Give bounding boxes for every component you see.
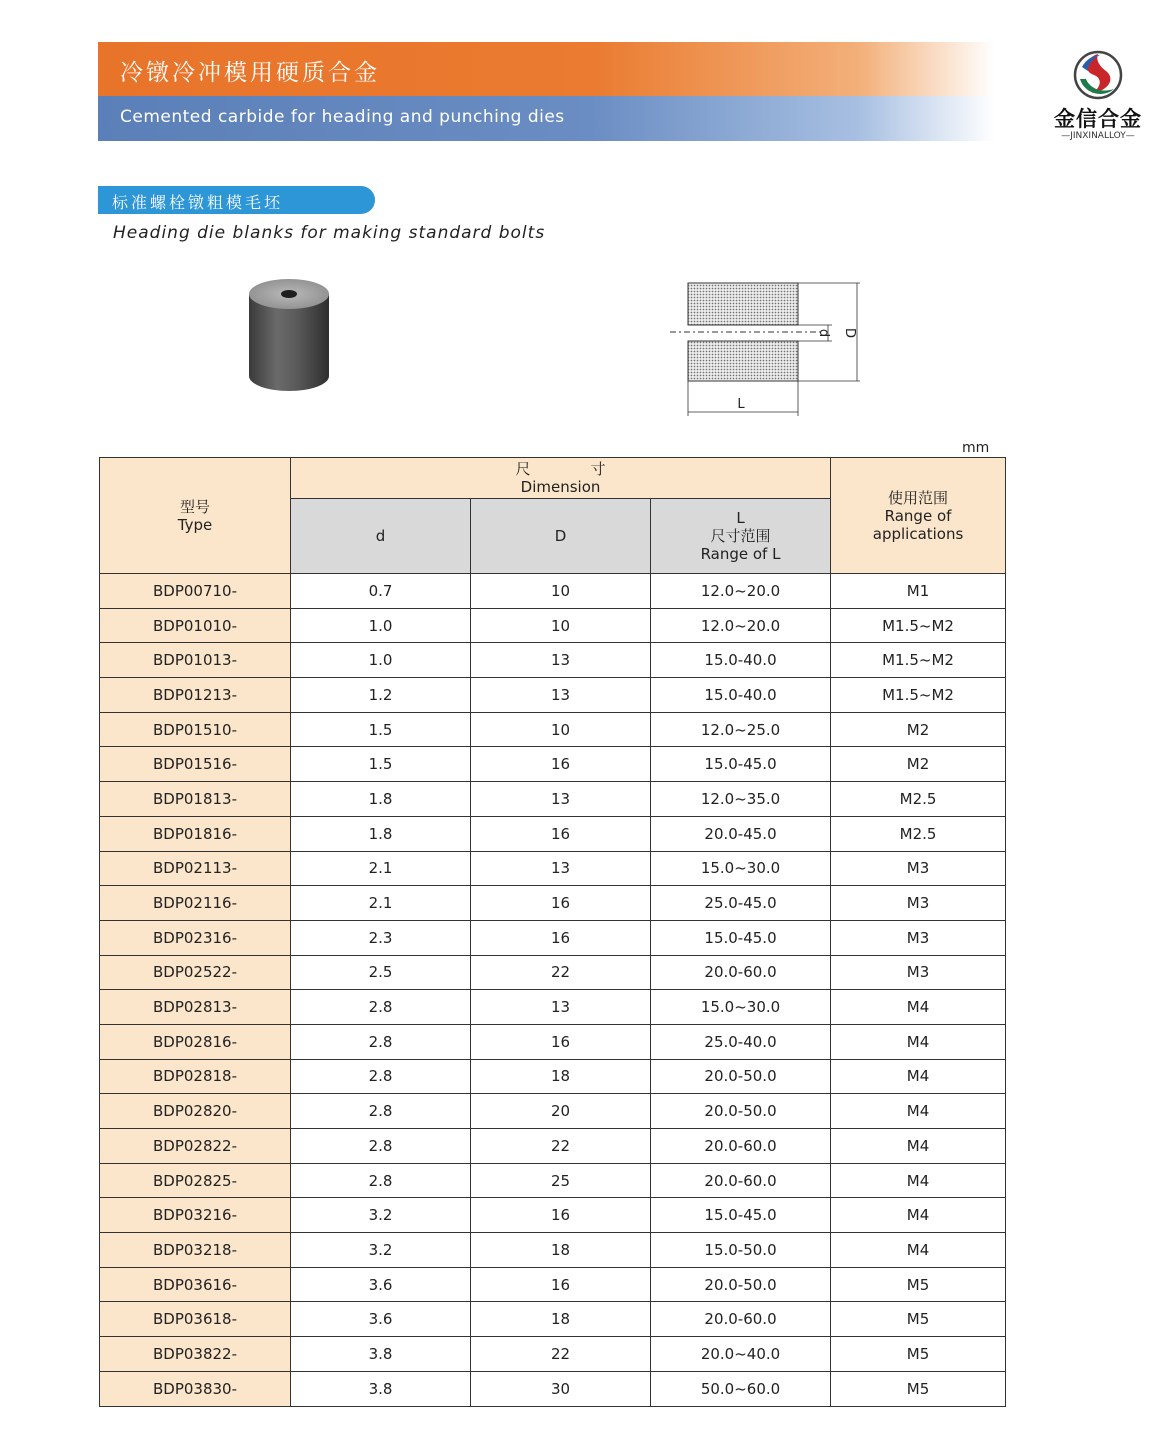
cell-application: M5 <box>831 1302 1006 1337</box>
table-row <box>100 1198 1006 1233</box>
col-header-type: 型号 Type <box>100 458 291 574</box>
cell-application: M4 <box>831 1198 1006 1233</box>
cell-application: M1.5~M2 <box>831 643 1006 678</box>
table-row <box>100 712 1006 747</box>
cell-application: M5 <box>831 1337 1006 1372</box>
col-header-d: d <box>291 499 471 574</box>
cell-type: BDP02316- <box>100 920 291 955</box>
cell-application: M4 <box>831 1129 1006 1164</box>
cell-type: BDP01013- <box>100 643 291 678</box>
table-row <box>100 782 1006 817</box>
table-row <box>100 1024 1006 1059</box>
cell-d: 2.8 <box>291 990 471 1025</box>
table-row <box>100 1059 1006 1094</box>
cell-type: BDP01213- <box>100 678 291 713</box>
cell-d: 2.8 <box>291 1129 471 1164</box>
table-row <box>100 608 1006 643</box>
table-row <box>100 1337 1006 1372</box>
cell-D: 18 <box>471 1302 651 1337</box>
col-header-applications: 使用范围 Range of applications <box>831 458 1006 574</box>
section-title-pill <box>98 186 375 214</box>
cell-L: 20.0-50.0 <box>651 1267 831 1302</box>
cell-application: M2 <box>831 712 1006 747</box>
cell-L: 25.0-45.0 <box>651 886 831 921</box>
cell-D: 18 <box>471 1233 651 1268</box>
cell-application: M4 <box>831 990 1006 1025</box>
cell-application: M3 <box>831 955 1006 990</box>
cell-D: 13 <box>471 782 651 817</box>
cell-application: M2.5 <box>831 782 1006 817</box>
cell-L: 15.0-50.0 <box>651 1233 831 1268</box>
cell-d: 1.0 <box>291 608 471 643</box>
cell-d: 0.7 <box>291 574 471 609</box>
cell-L: 12.0~20.0 <box>651 608 831 643</box>
header-title-cn: 冷镦冷冲模用硬质合金 <box>120 60 380 86</box>
cell-application: M4 <box>831 1163 1006 1198</box>
cell-application: M5 <box>831 1267 1006 1302</box>
cell-d: 1.0 <box>291 643 471 678</box>
cell-D: 16 <box>471 747 651 782</box>
table-row <box>100 816 1006 851</box>
cell-L: 20.0-60.0 <box>651 1302 831 1337</box>
cell-D: 25 <box>471 1163 651 1198</box>
section-title-en: Heading die blanks for making standard bolts <box>113 223 546 243</box>
cell-type: BDP02522- <box>100 955 291 990</box>
cell-L: 20.0~40.0 <box>651 1337 831 1372</box>
cell-D: 13 <box>471 851 651 886</box>
cell-L: 15.0-45.0 <box>651 747 831 782</box>
cell-D: 10 <box>471 712 651 747</box>
cell-d: 2.3 <box>291 920 471 955</box>
cell-L: 20.0-60.0 <box>651 1129 831 1164</box>
header-banner-cn <box>98 42 995 96</box>
cell-D: 16 <box>471 920 651 955</box>
table-row <box>100 990 1006 1025</box>
header-title-en: Cemented carbide for heading and punching dies <box>120 107 565 127</box>
cell-L: 12.0~25.0 <box>651 712 831 747</box>
cell-type: BDP02816- <box>100 1024 291 1059</box>
spec-table <box>99 457 1006 1407</box>
cell-type: BDP01816- <box>100 816 291 851</box>
cell-type: BDP03218- <box>100 1233 291 1268</box>
cell-application: M3 <box>831 920 1006 955</box>
cell-type: BDP02822- <box>100 1129 291 1164</box>
cell-type: BDP03616- <box>100 1267 291 1302</box>
table-row <box>100 678 1006 713</box>
drawing-label-d: d <box>816 328 831 338</box>
cell-D: 22 <box>471 955 651 990</box>
cell-D: 30 <box>471 1371 651 1406</box>
cell-D: 18 <box>471 1059 651 1094</box>
logo-brand-cn: 金信合金 <box>1054 107 1142 131</box>
cell-L: 12.0~20.0 <box>651 574 831 609</box>
cell-application: M1 <box>831 574 1006 609</box>
unit-label: mm <box>962 440 990 456</box>
header-banner-en <box>98 96 995 141</box>
cell-D: 13 <box>471 990 651 1025</box>
cell-D: 22 <box>471 1337 651 1372</box>
table-row <box>100 1302 1006 1337</box>
cell-type: BDP02825- <box>100 1163 291 1198</box>
table-row <box>100 643 1006 678</box>
table-row <box>100 1233 1006 1268</box>
cell-type: BDP02116- <box>100 886 291 921</box>
cell-L: 20.0-50.0 <box>651 1094 831 1129</box>
cell-L: 25.0-40.0 <box>651 1024 831 1059</box>
cell-D: 16 <box>471 886 651 921</box>
cell-application: M2.5 <box>831 816 1006 851</box>
cell-D: 13 <box>471 678 651 713</box>
cell-d: 2.8 <box>291 1094 471 1129</box>
cell-d: 2.8 <box>291 1059 471 1094</box>
cell-L: 20.0-45.0 <box>651 816 831 851</box>
table-row <box>100 851 1006 886</box>
cell-d: 3.8 <box>291 1371 471 1406</box>
drawing-label-L: L <box>737 397 745 412</box>
cell-D: 20 <box>471 1094 651 1129</box>
cell-d: 1.5 <box>291 747 471 782</box>
cell-D: 16 <box>471 1198 651 1233</box>
table-row <box>100 955 1006 990</box>
drawing-label-D: D <box>842 327 857 339</box>
section-title-cn: 标准螺栓镦粗模毛坯 <box>112 193 284 212</box>
cell-type: BDP01510- <box>100 712 291 747</box>
cell-d: 1.5 <box>291 712 471 747</box>
cell-L: 15.0~30.0 <box>651 851 831 886</box>
cell-L: 15.0-40.0 <box>651 678 831 713</box>
cell-type: BDP03830- <box>100 1371 291 1406</box>
cell-type: BDP02813- <box>100 990 291 1025</box>
cell-d: 1.8 <box>291 816 471 851</box>
cell-application: M4 <box>831 1233 1006 1268</box>
cell-type: BDP02818- <box>100 1059 291 1094</box>
col-header-dimension: 尺 寸 Dimension <box>291 458 831 499</box>
cell-d: 2.1 <box>291 886 471 921</box>
table-row <box>100 747 1006 782</box>
table-row <box>100 1129 1006 1164</box>
cell-type: BDP03216- <box>100 1198 291 1233</box>
cell-D: 13 <box>471 643 651 678</box>
cell-d: 2.8 <box>291 1163 471 1198</box>
cell-type: BDP02113- <box>100 851 291 886</box>
cell-d: 1.2 <box>291 678 471 713</box>
cell-application: M4 <box>831 1024 1006 1059</box>
cell-d: 3.8 <box>291 1337 471 1372</box>
cell-d: 2.8 <box>291 1024 471 1059</box>
col-header-D: D <box>471 499 651 574</box>
table-row <box>100 1163 1006 1198</box>
table-row <box>100 920 1006 955</box>
cell-type: BDP02820- <box>100 1094 291 1129</box>
cell-D: 16 <box>471 1024 651 1059</box>
cell-type: BDP00710- <box>100 574 291 609</box>
cell-application: M2 <box>831 747 1006 782</box>
cell-d: 2.1 <box>291 851 471 886</box>
cell-type: BDP01813- <box>100 782 291 817</box>
logo-brand-en: —JINXINALLOY— <box>1061 131 1135 141</box>
cell-application: M4 <box>831 1059 1006 1094</box>
cell-d: 1.8 <box>291 782 471 817</box>
cell-application: M1.5~M2 <box>831 608 1006 643</box>
cell-L: 15.0~30.0 <box>651 990 831 1025</box>
cell-d: 2.5 <box>291 955 471 990</box>
cell-D: 16 <box>471 816 651 851</box>
cell-d: 3.6 <box>291 1267 471 1302</box>
cell-d: 3.2 <box>291 1233 471 1268</box>
cell-L: 20.0-60.0 <box>651 1163 831 1198</box>
cell-L: 50.0~60.0 <box>651 1371 831 1406</box>
cell-type: BDP01010- <box>100 608 291 643</box>
cell-type: BDP01516- <box>100 747 291 782</box>
cell-L: 12.0~35.0 <box>651 782 831 817</box>
cell-application: M3 <box>831 851 1006 886</box>
cell-L: 20.0-60.0 <box>651 955 831 990</box>
cell-d: 3.2 <box>291 1198 471 1233</box>
table-row <box>100 1267 1006 1302</box>
cell-D: 22 <box>471 1129 651 1164</box>
dimension-drawing <box>660 278 870 423</box>
cell-L: 15.0-45.0 <box>651 1198 831 1233</box>
cell-d: 3.6 <box>291 1302 471 1337</box>
table-row <box>100 886 1006 921</box>
cell-application: M4 <box>831 1094 1006 1129</box>
cell-application: M1.5~M2 <box>831 678 1006 713</box>
product-blank-image <box>246 272 332 394</box>
cell-L: 15.0-40.0 <box>651 643 831 678</box>
table-row <box>100 1094 1006 1129</box>
cell-application: M5 <box>831 1371 1006 1406</box>
table-row <box>100 574 1006 609</box>
cell-type: BDP03822- <box>100 1337 291 1372</box>
logo-swirl-icon <box>1072 49 1124 101</box>
cell-D: 16 <box>471 1267 651 1302</box>
cell-application: M3 <box>831 886 1006 921</box>
cell-L: 15.0-45.0 <box>651 920 831 955</box>
cell-L: 20.0-50.0 <box>651 1059 831 1094</box>
cell-type: BDP03618- <box>100 1302 291 1337</box>
cell-D: 10 <box>471 608 651 643</box>
col-header-L: L 尺寸范围 Range of L <box>651 499 831 574</box>
cell-D: 10 <box>471 574 651 609</box>
company-logo <box>1050 45 1146 145</box>
table-row <box>100 1371 1006 1406</box>
